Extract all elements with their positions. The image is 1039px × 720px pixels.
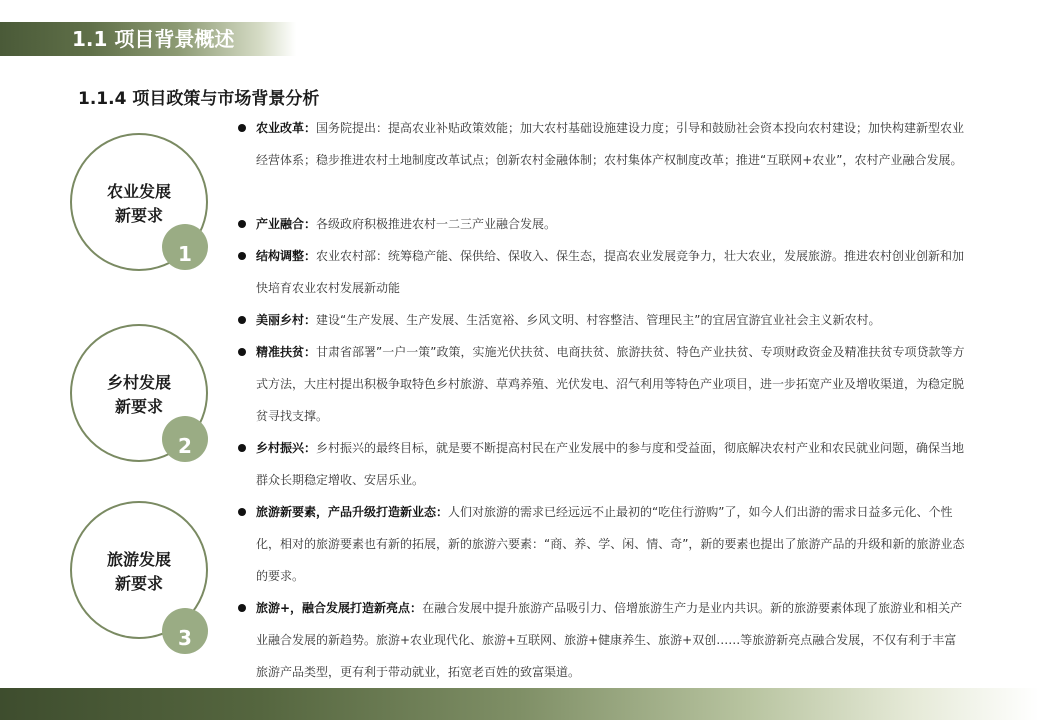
number-badge-2: 2 bbox=[162, 416, 208, 462]
paragraph-text: 国务院提出：提高农业补贴政策效能；加大农村基础设施建设力度；引导和鼓励社会资本投向农村建设；加快构建新型农业经营体系；稳步推进农村土地制度改革试点；创新农村金融体制；农村集体产权制度改革；推进“互联网+农业”，农村产业融合发展。 bbox=[256, 121, 965, 167]
paragraph-text: 在融合发展中提升旅游产品吸引力、倍增旅游生产力是业内共识。新的旅游要素体现了旅游业和相关产业融合发展的新趋势。旅游+农业现代化、旅游+互联网、旅游+健康养生、旅游+双创……等旅游新亮点融合发展，不仅有利于丰富旅游产品类型，更有利于带动就业，拓宽老百姓的致富渠道。 bbox=[256, 601, 963, 679]
bullet-icon bbox=[238, 124, 246, 132]
bullet-icon bbox=[238, 348, 246, 356]
paragraph-agri-reform bbox=[238, 112, 968, 176]
page-title: 1.1 项目背景概述 bbox=[72, 27, 235, 51]
footer-bar bbox=[0, 688, 1039, 720]
circle-label-line1: 旅游发展 bbox=[106, 550, 171, 569]
paragraph-keyword: 产业融合： bbox=[256, 217, 317, 231]
bullet-icon bbox=[238, 316, 246, 324]
paragraph-text: 乡村振兴的最终目标，就是要不断提高村民在产业发展中的参与度和受益面，彻底解决农村产业和农民就业问题，确保当地群众长期稳定增收、安居乐业。 bbox=[256, 441, 965, 487]
paragraph-keyword: 美丽乡村： bbox=[256, 313, 317, 327]
circle-label-line2: 新要求 bbox=[114, 206, 163, 225]
number-badge-1: 1 bbox=[162, 224, 208, 270]
paragraph-tourism-elements bbox=[238, 496, 968, 592]
paragraph-poverty-alleviation bbox=[238, 336, 968, 432]
number-badge-3: 3 bbox=[162, 608, 208, 654]
paragraph-keyword: 精准扶贫： bbox=[256, 345, 317, 359]
paragraph-text: 甘肃省部署”一户一策”政策，实施光伏扶贫、电商扶贫、旅游扶贫、特色产业扶贫、专项财政资金及精准扶贫专项贷款等方式方法，大庄村提出积极争取特色乡村旅游、草鸡养殖、光伏发电、沼气利用等特色产业项目，进一步拓宽产业及增收渠道，为稳定脱贫寻找支撑。 bbox=[256, 345, 965, 423]
title-banner bbox=[0, 22, 296, 56]
circle-label-line2: 新要求 bbox=[114, 574, 163, 593]
bullet-icon bbox=[238, 604, 246, 612]
paragraph-rural-revitalization bbox=[238, 432, 968, 496]
paragraph-keyword: 农业改革： bbox=[256, 121, 317, 135]
paragraph-tourism-plus bbox=[238, 592, 968, 688]
paragraph-keyword: 乡村振兴： bbox=[256, 441, 317, 455]
paragraph-keyword: 旅游+，融合发展打造新亮点： bbox=[256, 601, 423, 615]
paragraph-structure-adjust bbox=[238, 240, 968, 304]
paragraph-keyword: 旅游新要素，产品升级打造新业态： bbox=[256, 505, 449, 519]
bullet-icon bbox=[238, 508, 246, 516]
bullet-icon bbox=[238, 220, 246, 228]
circle-label-line1: 乡村发展 bbox=[106, 373, 171, 392]
paragraph-keyword: 结构调整： bbox=[256, 249, 317, 263]
paragraph-industry-fusion bbox=[238, 208, 968, 240]
paragraph-text: 建设“生产发展、生产发展、生活宽裕、乡风文明、村容整洁、管理民主”的宜居宜游宜业社会主义新农村。 bbox=[316, 313, 881, 327]
paragraph-text: 人们对旅游的需求已经远远不止最初的“吃住行游购”了，如今人们出游的需求日益多元化、个性化，相对的旅游要素也有新的拓展，新的旅游六要素：“商、养、学、闲、情、奇”，新的要素也提出了旅游产品的升级和新的旅游业态的要求。 bbox=[256, 505, 965, 583]
paragraph-text: 各级政府积极推进农村一二三产业融合发展。 bbox=[316, 217, 557, 231]
section-subtitle: 1.1.4 项目政策与市场背景分析 bbox=[78, 89, 320, 109]
bullet-icon bbox=[238, 444, 246, 452]
paragraph-beautiful-village bbox=[238, 304, 968, 336]
circle-label-line1: 农业发展 bbox=[106, 182, 171, 201]
paragraph-text: 农业农村部：统筹稳产能、保供给、保收入、保生态，提高农业发展竞争力，壮大农业，发展旅游。推进农村创业创新和加快培育农业农村发展新动能 bbox=[256, 249, 965, 295]
circle-label-line2: 新要求 bbox=[114, 397, 163, 416]
bullet-icon bbox=[238, 252, 246, 260]
